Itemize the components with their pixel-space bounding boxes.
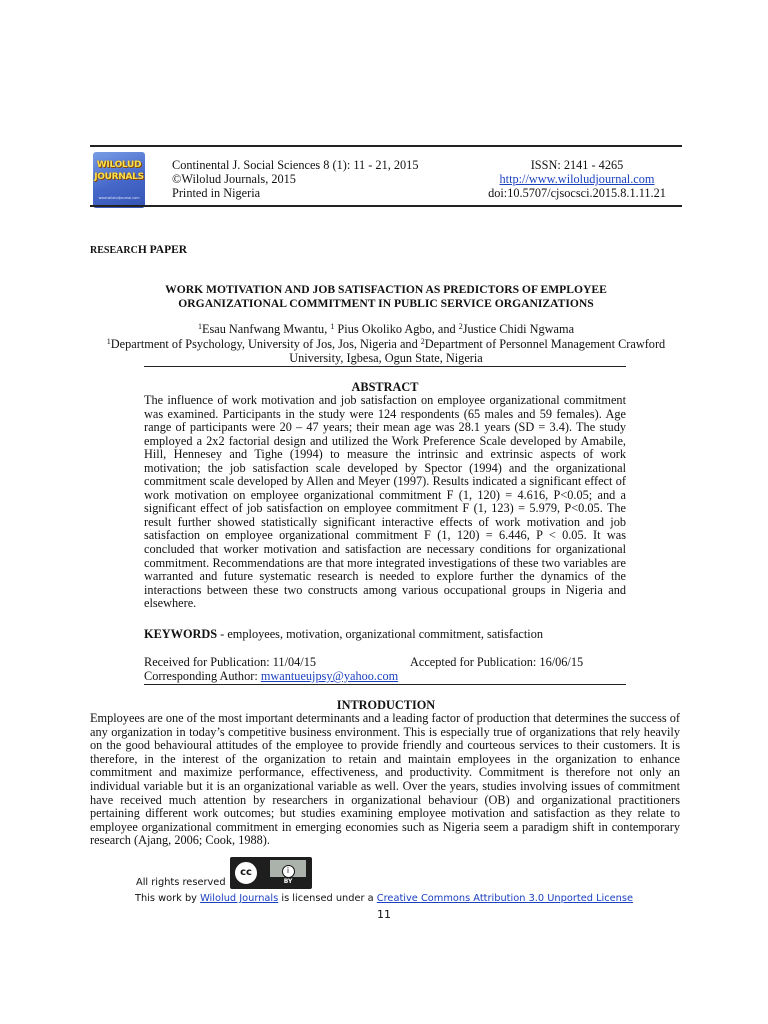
- author-2: Pius Okoliko Agbo, and: [334, 322, 459, 336]
- journal-info: [172, 158, 418, 200]
- journal-copyright: ©Wilolud Journals, 2015: [172, 172, 296, 186]
- author-list: [90, 323, 682, 337]
- page-number: 11: [377, 908, 391, 921]
- received-date: Received for Publication: 11/04/15: [144, 655, 317, 669]
- all-rights-reserved: All rights reserved: [136, 877, 226, 888]
- keywords-list: - employees, motivation, organizational commitment, satisfaction: [217, 627, 544, 641]
- publisher-link[interactable]: Wilolud Journals: [200, 893, 279, 904]
- header-top-rule: [90, 145, 682, 147]
- abstract-text: The influence of work motivation and job satisfaction on employee organizational commitment was examined. Participants in the study were 124 respondents (65 males and 59 females). Age range of participants were 20 – 47 years; their mean age was 28.1 years (SD = 3.4). The study employed a 2x2 factorial design and utilized the Work Preference Scale developed by Amabile, Hill, Hennesey and Tighe (1994) to measure the intrinsic and extrinsic aspects of work motivation; the job satisfaction scale developed by Spector (1994) and the organizational commitment scale developed by Allen and Meyer (1997). Results indicated a significant effect of work motivation on employee organizational commitment F (1, 120) = 4.616, P<0.05; and a significant effect of job satisfaction on employee commitment F (1, 123) = 5.979, P<0.05. The result further showed statistically significant interactive effects of work motivation and job satisfaction on employee organizational commitment F (1, 120) = 6.446, P < 0.05. It was concluded that worker motivation and satisfaction are necessary conditions for organizational commitment. Recommendations are that more integrated investigations of these two variables are warranted and future systematic research is needed to explore further the dynamics of the interactions between these two constructs among various occupational groups in Nigeria and elsewhere.: [144, 393, 626, 611]
- affil-sup-2: 2: [420, 337, 425, 346]
- issn: ISSN: 2141 - 4265: [530, 158, 624, 172]
- cc-by-label: BY: [283, 878, 293, 885]
- corresponding-author: [144, 669, 398, 683]
- license-link[interactable]: Creative Commons Attribution 3.0 Unported License: [376, 893, 634, 904]
- keywords: [144, 627, 626, 642]
- cc-attribution-icon-box: [270, 860, 306, 877]
- printed-location: Printed in Nigeria: [172, 186, 261, 200]
- header-bottom-rule: [90, 205, 682, 207]
- keywords-label: KEYWORDS: [144, 627, 218, 641]
- accepted-date: Accepted for Publication: 16/06/15: [410, 655, 584, 669]
- affiliation-1: Department of Psychology, University of Jos, Jos, Nigeria and: [110, 337, 421, 351]
- author-sup-1: 1: [197, 322, 202, 331]
- affil-sup-1: 1: [106, 337, 111, 346]
- journal-identifiers: [486, 158, 668, 200]
- corresponding-bottom-rule: [144, 684, 626, 685]
- creative-commons-badge[interactable]: [230, 857, 312, 889]
- article-type-part1: RESEAR: [90, 245, 131, 256]
- author-sup-3: 2: [458, 322, 463, 331]
- journal-logo: [93, 152, 145, 208]
- introduction-text: Employees are one of the most important determinants and a leading factor of production that determines the success of any organization in today’s competitive business environment. This is especially true of organizations that rely heavily on the good behavioural attitudes of the employee to provide friendly and courteous services to their customers. It is therefore, in the interest of the organization to retain and maintain employees in the organization to enhance commitment and maximize performance, effectiveness, and productivity. Commitment is therefore not only an individual variable but it is an organizational variable as well. Over the years, studies involving issues of commitment have received much attention by researchers in organizational behaviour (OB) and organizational practitioners pertaining different work outcomes; but studies examining employee motivation and satisfaction as they relate to employee organizational commitment in emerging economies such as Nigeria seem a paradigm shift in contemporary research (Ajang, 2006; Cook, 1988).: [90, 711, 680, 848]
- license-prefix: This work by: [134, 893, 201, 904]
- cc-logo-icon: cc: [233, 860, 259, 886]
- journal-citation: Continental J. Social Sciences 8 (1): 11 - 21, 2015: [172, 158, 419, 172]
- license-mid: is licensed under a: [278, 893, 377, 904]
- license-statement: [90, 893, 678, 904]
- introduction-heading: INTRODUCTION: [336, 698, 436, 712]
- person-icon: i: [282, 865, 295, 878]
- article-type-part2: C: [130, 245, 138, 256]
- abstract-heading: ABSTRACT: [351, 380, 419, 394]
- paper-title: [90, 283, 682, 311]
- abstract-top-rule: [144, 366, 626, 367]
- title-line-1: WORK MOTIVATION AND JOB SATISFACTION AS PREDICTORS OF EMPLOYEE: [165, 283, 607, 296]
- doi: doi:10.5707/cjsocsci.2015.8.1.11.21: [488, 186, 666, 200]
- logo-url: www.wiloludjournal.com: [98, 196, 140, 200]
- affiliations: [90, 338, 682, 365]
- corresponding-label: Corresponding Author:: [144, 669, 261, 683]
- title-line-2: ORGANIZATIONAL COMMITMENT IN PUBLIC SERVICE ORGANIZATIONS: [178, 297, 594, 310]
- affiliation-2a: Department of Personnel Management Crawford: [424, 337, 666, 351]
- author-3: Justice Chidi Ngwama: [462, 322, 575, 336]
- logo-text-line1: WILOLUD: [96, 160, 142, 170]
- article-type-label: [90, 244, 187, 256]
- logo-text-line2: JOURNALS: [94, 172, 144, 182]
- author-sup-2: 1: [330, 322, 335, 331]
- journal-url-link[interactable]: http://www.wiloludjournal.com: [499, 172, 655, 186]
- affiliation-2b: University, Igbesa, Ogun State, Nigeria: [289, 350, 483, 365]
- corresponding-email-link[interactable]: mwantueujpsy@yahoo.com: [260, 669, 399, 683]
- article-type-part3: H PAPER: [137, 244, 188, 256]
- author-1: Esau Nanfwang Mwantu,: [201, 322, 331, 336]
